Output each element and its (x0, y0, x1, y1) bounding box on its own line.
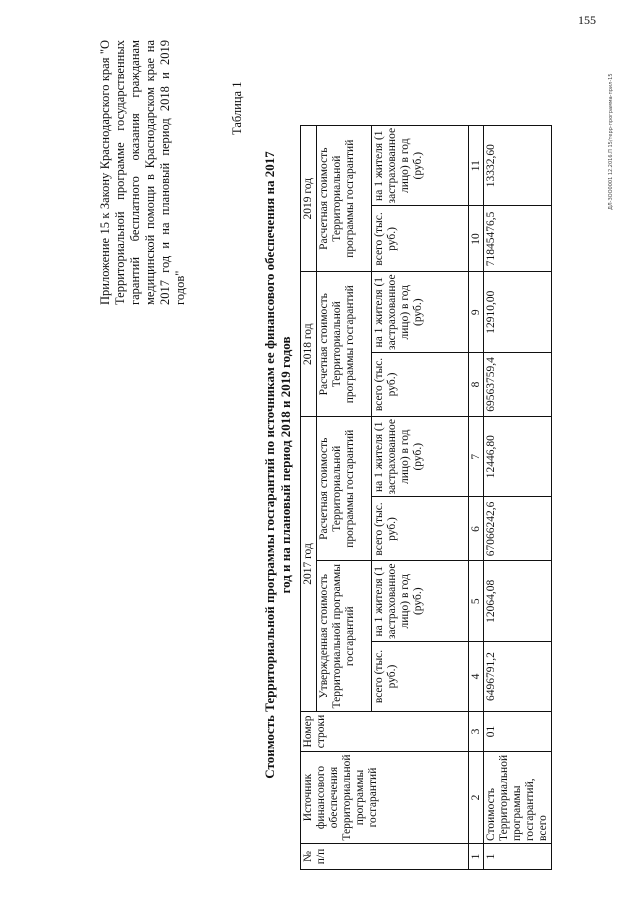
column-number: 4 (469, 642, 484, 712)
column-number: 10 (469, 206, 484, 272)
header-number: № п/п (301, 844, 469, 870)
value-2017-approved-total: 6496791,2 (484, 642, 552, 712)
financing-table (300, 125, 552, 870)
column-number: 8 (469, 352, 484, 416)
value-2018-total: 69563759,4 (484, 352, 552, 416)
row-source: Стоимость Территориальной программы госгарантий, всего (484, 752, 552, 844)
page-number: 155 (578, 13, 596, 27)
header-calculated-cost-2018: Расчетная стоимость Территориальной программы госгарантий (317, 272, 372, 417)
value-2017-calculated-per-capita: 12446,80 (484, 416, 552, 497)
column-number: 3 (469, 712, 484, 752)
header-per-capita: на 1 жителя (1 застрахованное лицо) в год (руб.) (372, 561, 469, 642)
header-per-capita: на 1 жителя (1 застрахованное лицо) в год (руб.) (372, 125, 469, 206)
header-total: всего (тыс. руб.) (372, 352, 469, 416)
header-line-number: Номер строки (301, 712, 469, 752)
header-2018: 2018 год (301, 272, 317, 417)
value-2019-total: 71845476,5 (484, 206, 552, 272)
header-total: всего (тыс. руб.) (372, 206, 469, 272)
header-per-capita: на 1 жителя (1 застрахованное лицо) в год (руб.) (372, 416, 469, 497)
header-2019: 2019 год (301, 125, 317, 272)
column-number: 9 (469, 272, 484, 353)
column-number: 7 (469, 416, 484, 497)
header-calculated-cost-2019: Расчетная стоимость Территориальной программы госгарантий (317, 125, 372, 272)
value-2017-approved-per-capita: 12064,08 (484, 561, 552, 642)
row-number: 1 (484, 844, 552, 870)
header-total: всего (тыс. руб.) (372, 497, 469, 561)
header-calculated-cost-2017: Расчетная стоимость Территориальной программы госгарантий (317, 416, 372, 561)
row-line-number: 01 (484, 712, 552, 752)
table-label: Таблица 1 (230, 81, 244, 135)
column-number: 1 (469, 844, 484, 870)
header-source: Источник финансового обеспечения Территориальной программы госгарантий (301, 752, 469, 844)
column-number: 5 (469, 561, 484, 642)
header-total: всего (тыс. руб.) (372, 642, 469, 712)
appendix-header: Приложение 15 к Закону Краснодарского края "О Территориальной программе государственных гарантий бесплатного оказания гражданам медицинской помощи в Краснодарском крае на 2017 год и на плановый период 2018 и 2019 годов" (98, 40, 187, 305)
footer-note: ДЛ-ЗОО0001 12.2016.П 15/терр-программа-прил-15 (608, 73, 614, 210)
value-2017-calculated-total: 67066242,6 (484, 497, 552, 561)
header-per-capita: на 1 жителя (1 застрахованное лицо) в год (руб.) (372, 272, 469, 353)
value-2018-per-capita: 12910,00 (484, 272, 552, 353)
table-row (484, 125, 552, 869)
header-2017: 2017 год (301, 416, 317, 711)
column-number: 2 (469, 752, 484, 844)
column-number: 6 (469, 497, 484, 561)
header-approved-cost: Утвержденная стоимость Территориальной программы госгарантий (317, 561, 372, 712)
value-2019-per-capita: 13332,60 (484, 125, 552, 206)
column-number: 11 (469, 125, 484, 206)
document-title: Стоимость Территориальной программы госгарантий по источникам ее финансового обеспечения на 2017 год и на плановый период 2018 и 2019 годов (262, 151, 293, 779)
